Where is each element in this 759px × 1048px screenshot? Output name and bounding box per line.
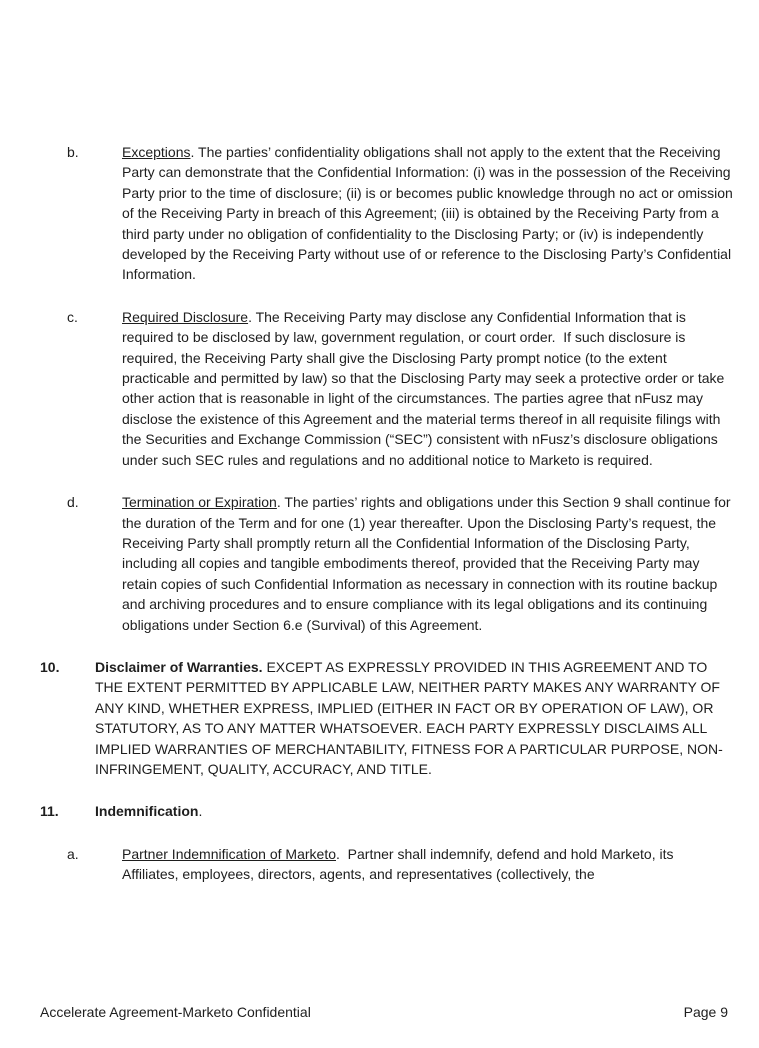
section-content	[122, 492, 733, 635]
section-body: The Receiving Party may disclose any Confidential Information that is required to be disclosed by law, government regulation, or court order. If such disclosure is required, the Receiving Party shall give the Disclosing Party prompt notice (to the extent practicable and permitted by law) so that the Disclosing Party may seek a protective order or take other action that is reasonable in light of the circumstances. The parties agree that nFusz may disclose the existence of this Agreement and the material terms thereof in all requisite filings with the Securities and Exchange Commission (“SEC”) consistent with nFusz’s disclosure obligations under such SEC rules and regulations and no additional notice to Marketo is required.	[122, 308, 729, 468]
footer-page-number: Page 9	[683, 1004, 728, 1020]
section-disclaimer-of-warranties	[0, 657, 759, 779]
section-label: c.	[67, 308, 78, 325]
footer-document-title: Accelerate Agreement-Marketo Confidential	[40, 1004, 311, 1020]
section-partner-indemnification	[0, 844, 759, 885]
section-separator: .	[198, 803, 203, 820]
section-label: 11.	[40, 803, 59, 820]
section-title: Exceptions	[122, 144, 191, 160]
section-separator: .	[276, 494, 285, 511]
section-content	[122, 307, 733, 470]
section-content	[95, 801, 733, 821]
section-title: Required Disclosure	[122, 308, 249, 325]
section-exceptions	[0, 142, 759, 285]
section-label: a.	[67, 845, 79, 862]
section-separator: .	[248, 308, 256, 325]
section-content	[122, 844, 733, 885]
section-required-disclosure	[0, 307, 759, 470]
section-content	[122, 142, 737, 285]
section-label: d.	[67, 494, 79, 511]
section-label: b.	[67, 144, 79, 160]
section-termination-or-expiration	[0, 492, 759, 635]
section-title: Termination or Expiration	[122, 494, 277, 511]
page-footer	[40, 1002, 728, 1022]
section-body: EXCEPT AS EXPRESSLY PROVIDED IN THIS AGREEMENT AND TO THE EXTENT PERMITTED BY APPLICABLE LAW, NEITHER PARTY MAKES ANY WARRANTY OF ANY KIND, WHETHER EXPRESS, IMPLIED (EITHER IN FACT OR BY OPERATION OF LAW), OR STATUTORY, AS TO ANY MATTER WHATSOEVER. EACH PARTY EXPRESSLY DISCLAIMS ALL IMPLIED WARRANTIES OF MERCHANTABILITY, FITNESS FOR A PARTICULAR PURPOSE, NON-INFRINGEMENT, QUALITY, ACCURACY, AND TITLE.	[95, 658, 724, 777]
section-content	[95, 657, 733, 779]
section-title: Indemnification	[95, 803, 199, 820]
section-label: 10.	[40, 658, 60, 675]
section-body: The parties’ rights and obligations under this Section 9 shall continue for the duration of the Term and for one (1) year thereafter. Upon the Disclosing Party’s request, the Receiving Party shall promptly return all the Confidential Information of the Disclosing Party, including all copies and tangible embodiments thereof, provided that the Receiving Party may retain copies of such Confidential Information as necessary in connection with its routine backup and archiving procedures and to ensure compliance with its legal obligations and its continuing obligations under Section 6.e (Survival) of this Agreement.	[122, 494, 735, 633]
section-indemnification	[0, 801, 759, 821]
section-separator: .	[336, 845, 348, 862]
section-body: The parties’ confidentiality obligations shall not apply to the extent that the Receiving Party can demonstrate that the Confidential Information: (i) was in the possession of the Receiving Party prior to the time of disclosure; (ii) is or becomes public knowledge through no act or omission of the Receiving Party in breach of this Agreement; (iii) is obtained by the Receiving Party from a third party under no obligation of confidentiality to the Disclosing Party; or (iv) is independently developed by the Receiving Party without use of or reference to the Disclosing Party’s Confidential Information.	[122, 144, 737, 283]
section-title: Partner Indemnification of Marketo	[122, 845, 336, 862]
section-body: Partner shall indemnify, defend and hold Marketo, its Affiliates, employees, directors, agents, and representatives (collectively, the	[122, 845, 677, 883]
section-separator: .	[190, 144, 199, 160]
section-title: Disclaimer of Warranties.	[95, 658, 263, 675]
